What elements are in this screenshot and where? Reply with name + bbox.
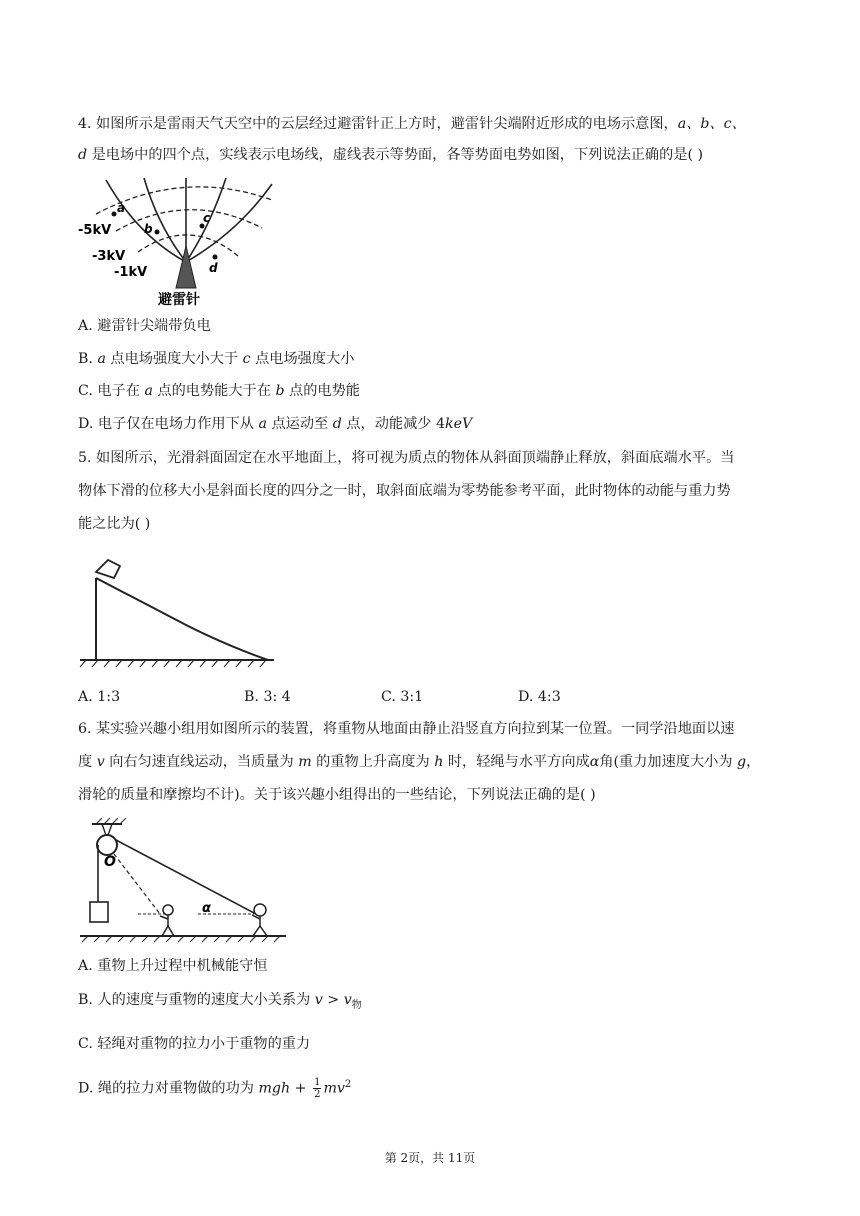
q5-option-a: A. 1:3 — [78, 689, 121, 705]
incline-slope — [96, 578, 268, 660]
point-a — [112, 212, 117, 217]
q5-option-c: C. 3:1 — [381, 689, 424, 705]
q4-text-line2: d 是电场中的四个点，实线表示电场线，虚线表示等势面，各等势面电势如图，下列说法正确的是( ) — [78, 147, 704, 163]
person-icon — [252, 904, 267, 936]
fraction-one-half: $\frac{1}{2}$ — [314, 1077, 321, 1101]
q6-text-line3: 滑轮的质量和摩擦均不计)。关于该兴趣小组得出的一些结论，下列说法正确的是( ) — [78, 787, 596, 803]
q5-text-line1: 5. 如图所示，光滑斜面固定在水平地面上，将可视为质点的物体从斜面顶端静止释放，斜面底端水平。当 — [78, 450, 735, 466]
svg-text:b: b — [144, 222, 153, 236]
q4-option-a: A. 避雷针尖端带负电 — [78, 318, 211, 334]
person-icon — [160, 905, 174, 936]
q6-option-c: C. 轻绳对重物的拉力小于重物的重力 — [78, 1036, 311, 1052]
svg-text:a: a — [117, 201, 126, 215]
block-icon — [96, 560, 120, 578]
q5-option-d: D. 4:3 — [518, 689, 561, 705]
q5-text-line3: 能之比为( ) — [78, 516, 151, 532]
figure-caption: 避雷针 — [158, 292, 200, 308]
svg-text:d: d — [209, 261, 218, 275]
q6-option-d: D. 绳的拉力对重物做的功为 mgh + $\frac{1}{2}$ $mv^2$ — [78, 1077, 352, 1101]
q4-option-d: D. 电子仅在电场力作用下从 a 点运动至 d 点，动能减少 4keV — [78, 416, 473, 432]
q6-option-b: B. 人的速度与重物的速度大小关系为 $v > v_物$ — [78, 992, 362, 1011]
q4-text-line1: 4. 如图所示是雷雨天气天空中的云层经过避雷针正上方时，避雷针尖端附近形成的电场示意图，a、b、c、 — [78, 116, 746, 132]
label-minus3kv: -3kV — [92, 249, 126, 264]
weight-block-icon — [90, 902, 108, 922]
point-d — [213, 255, 218, 260]
ground-hatch — [80, 660, 266, 667]
label-minus1kv: -1kV — [114, 265, 148, 280]
q4-point-vars: a、b、c、 — [677, 116, 746, 132]
q6-text-line2: 度 v 向右匀速直线运动，当质量为 m 的重物上升高度为 h 时，轻绳与水平方向成α角(重力加速度大小为 g， — [78, 754, 761, 770]
rope-current — [116, 840, 256, 914]
pulley-icon — [97, 835, 117, 855]
angle-alpha-label: α — [202, 901, 211, 916]
rope-earlier-dashed — [114, 854, 160, 914]
q6-option-a: A. 重物上升过程中机械能守恒 — [78, 958, 268, 974]
label-minus5kv: -5kV — [78, 223, 112, 238]
q6-pulley-figure — [78, 818, 290, 944]
page-footer: 第 2页，共 11页 — [384, 1151, 476, 1165]
q5-option-b: B. 3: 4 — [244, 689, 291, 705]
svg-text:c: c — [203, 211, 211, 225]
q4-electric-field-figure — [78, 176, 278, 308]
point-b — [155, 230, 160, 235]
q6-text-line1: 6. 某实验兴趣小组用如图所示的装置，将重物从地面由静止沿竖直方向拉到某一位置。一同学沿地面以速 — [78, 721, 735, 737]
q4-option-b: B. a 点电场强度大小大于 c 点电场强度大小 — [78, 351, 355, 367]
q5-incline-figure — [78, 548, 278, 672]
pulley-label-o: O — [104, 854, 116, 870]
q5-text-line2: 物体下滑的位移大小是斜面长度的四分之一时，取斜面底端为零势能参考平面，此时物体的动能与重力势 — [78, 483, 731, 499]
q4-option-c: C. 电子在 a 点的电势能大于在 b 点的电势能 — [78, 383, 360, 399]
